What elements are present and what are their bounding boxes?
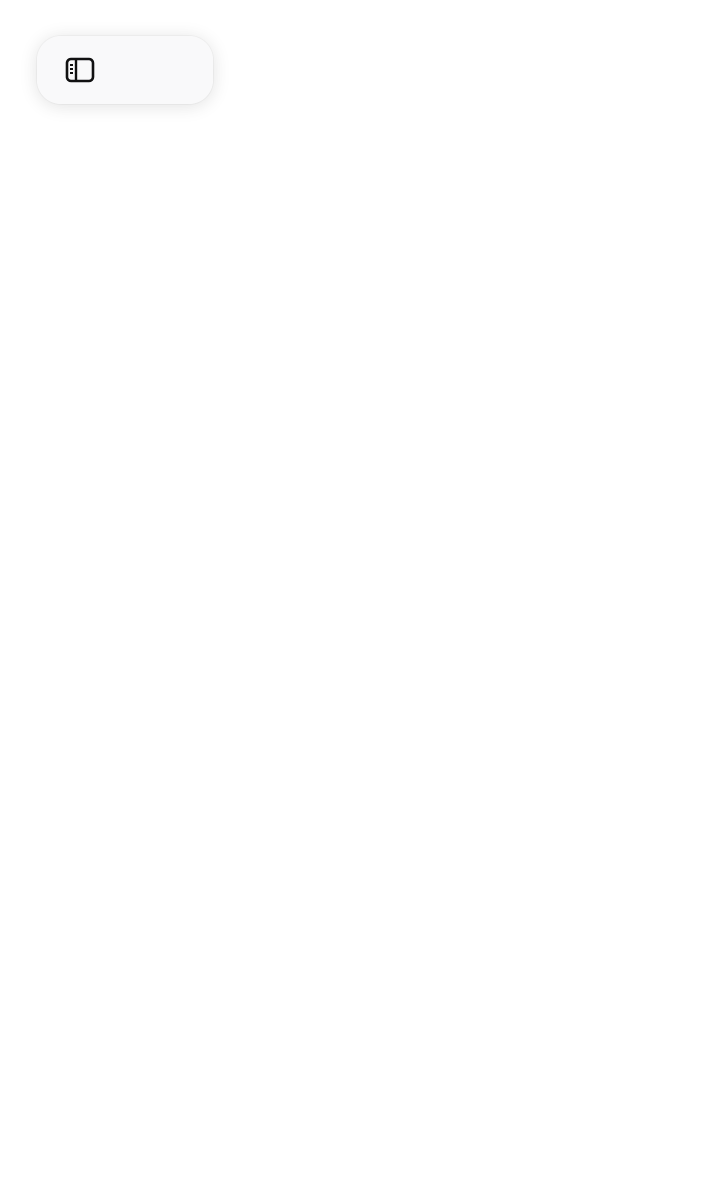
sidebar-icon <box>65 57 95 83</box>
page-indicator[interactable] <box>37 36 213 104</box>
